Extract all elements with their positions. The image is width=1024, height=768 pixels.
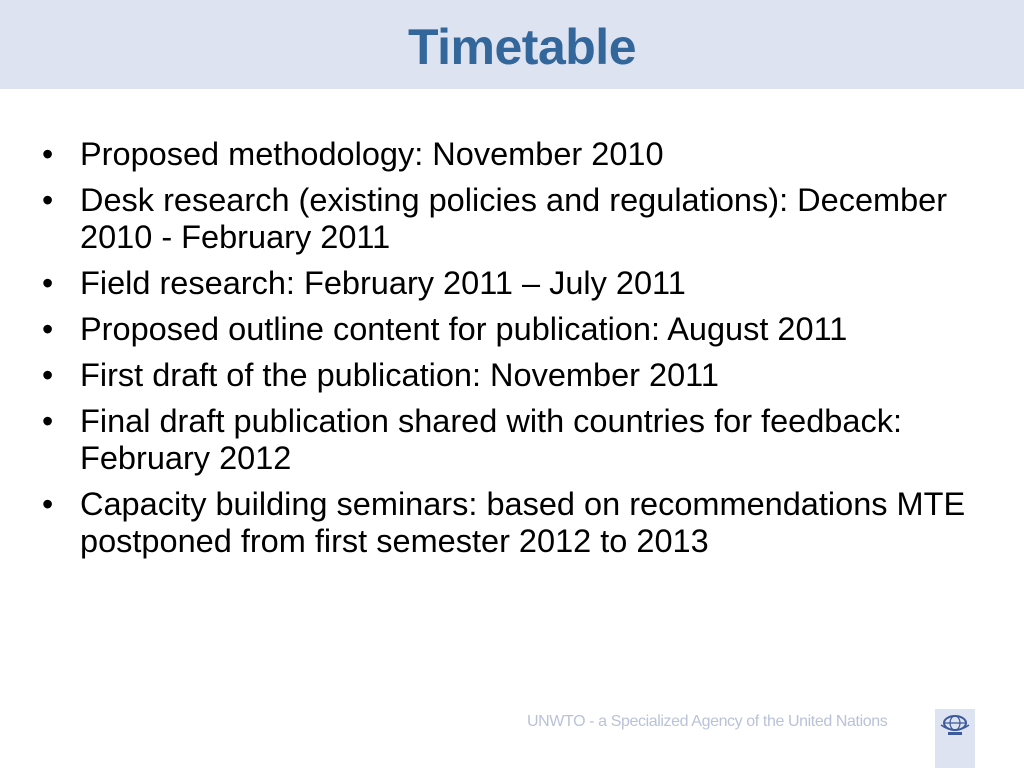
list-item [40,136,970,173]
list-item [40,403,970,477]
bullet-text: Proposed methodology: November 2010 [80,136,664,172]
bullet-text: Field research: February 2011 – July 2011 [80,265,686,301]
bullet-text: Proposed outline content for publication: August 2011 [80,311,848,347]
bullet-text: First draft of the publication: November 2011 [80,357,719,393]
unwto-logo-icon [935,709,975,768]
list-item [40,357,970,394]
title-bar [0,0,1024,89]
bullet-icon: • [42,265,54,301]
list-item [40,486,970,560]
bullet-text: Final draft publication shared with countries for feedback: February 2012 [80,403,902,476]
bullet-list [40,136,970,569]
bullet-icon: • [42,136,54,172]
bullet-icon: • [42,403,54,439]
bullet-text: Capacity building seminars: based on recommendations MTE postponed from first semester 2012 to 2013 [80,486,966,559]
slide-title: Timetable [408,19,636,75]
footer-text: UNWTO - a Specialized Agency of the United Nations [527,713,888,730]
bullet-text: Desk research (existing policies and regulations): December 2010 - February 2011 [80,182,948,255]
list-item [40,182,970,256]
globe-icon [939,713,971,737]
bullet-icon: • [42,486,54,522]
bullet-icon: • [42,182,54,218]
bullet-icon: • [42,357,54,393]
bullet-icon: • [42,311,54,347]
list-item [40,311,970,348]
list-item [40,265,970,302]
